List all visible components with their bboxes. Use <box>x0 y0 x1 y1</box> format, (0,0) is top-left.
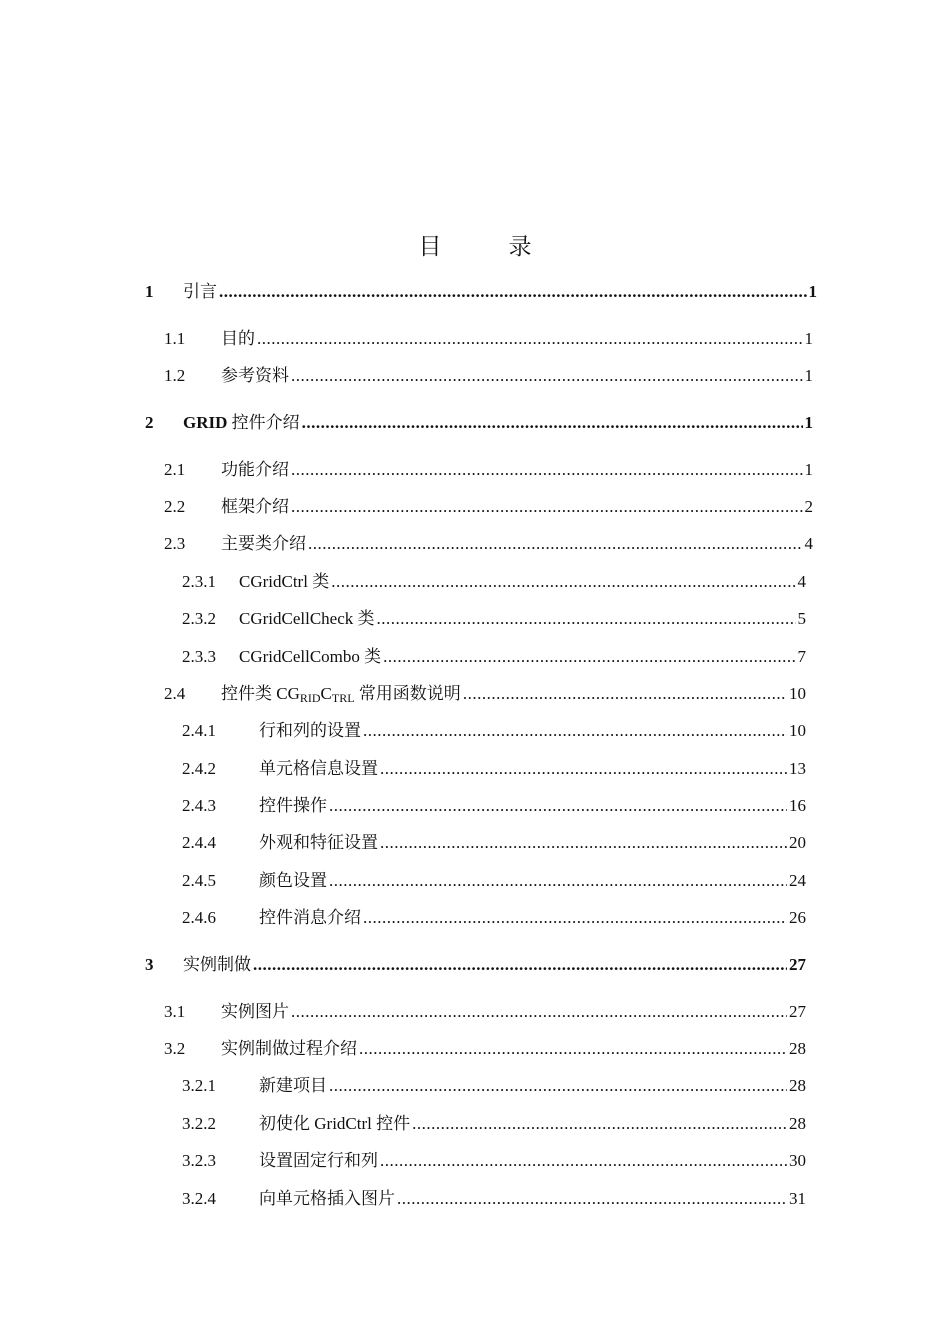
toc-entry[interactable] <box>164 1037 806 1061</box>
toc-entry-number: 1.2 <box>164 366 186 385</box>
toc-entry-page: 10 <box>789 684 806 703</box>
toc-entry-page: 13 <box>789 759 806 778</box>
toc-entry-title <box>183 411 300 435</box>
toc-entry-title: 实例图片 <box>221 1002 289 1021</box>
toc-entry-title: 引言 <box>183 282 217 301</box>
toc-entry[interactable] <box>145 411 813 435</box>
toc-entry-title: CGridCellCombo 类 <box>239 647 382 666</box>
toc-entry[interactable] <box>164 458 813 482</box>
toc-entry-title: CGridCellCheck 类 <box>239 609 375 628</box>
toc-entry-page: 16 <box>789 796 806 815</box>
toc-leader-dots <box>463 682 787 706</box>
toc-entry-page: 26 <box>789 908 806 927</box>
toc-entry-title: 颜色设置 <box>259 871 327 890</box>
toc-entry-title: 功能介绍 <box>221 460 289 479</box>
toc-leader-dots <box>380 831 787 855</box>
toc-entry-number: 2.3.2 <box>182 609 216 628</box>
toc-entry[interactable] <box>182 869 806 893</box>
toc-leader-dots <box>291 1000 787 1024</box>
toc-title-part: 常用函数说明 <box>354 684 461 703</box>
toc-entry-title: 主要类介绍 <box>221 534 306 553</box>
toc-entry-title: CGridCtrl 类 <box>239 572 330 591</box>
toc-entry-page: 28 <box>789 1039 806 1058</box>
toc-entry-number: 2.4.4 <box>182 833 216 852</box>
toc-leader-dots <box>329 869 787 893</box>
toc-leader-dots <box>363 906 787 930</box>
toc-entry-title: 参考资料 <box>221 366 289 385</box>
toc-leader-dots <box>253 953 787 977</box>
toc-leader-dots <box>219 280 807 304</box>
toc-entry-number: 2.4.2 <box>182 759 216 778</box>
toc-leader-dots <box>291 458 803 482</box>
toc-leader-dots <box>329 794 787 818</box>
toc-entry[interactable] <box>145 953 806 977</box>
toc-entry-title: 初使化 GridCtrl 控件 <box>259 1114 411 1133</box>
toc-entry-title: 实例制做过程介绍 <box>221 1039 357 1058</box>
toc-entry-number: 2.4.1 <box>182 721 216 740</box>
toc-entry-title: 单元格信息设置 <box>259 759 378 778</box>
toc-entry-title: 实例制做 <box>183 955 251 974</box>
toc-entry[interactable] <box>182 1187 806 1211</box>
toc-title: 目 录 <box>418 234 554 259</box>
toc-entry-page: 20 <box>789 833 806 852</box>
toc-entry-title: 向单元格插入图片 <box>259 1189 395 1208</box>
toc-leader-dots <box>383 645 795 669</box>
toc-entry[interactable] <box>182 757 806 781</box>
toc-leader-dots <box>302 411 803 435</box>
toc-entry-title: 目的 <box>221 329 255 348</box>
toc-leader-dots <box>359 1037 787 1061</box>
toc-entry-number: 2.3.3 <box>182 647 216 666</box>
toc-entry[interactable] <box>164 364 813 388</box>
toc-entry[interactable] <box>182 607 806 631</box>
toc-entry-number: 3 <box>145 955 154 974</box>
toc-entry-title: 控件消息介绍 <box>259 908 361 927</box>
toc-entry[interactable] <box>182 1149 806 1173</box>
toc-entry[interactable] <box>182 831 806 855</box>
toc-entry-page: 31 <box>789 1189 806 1208</box>
toc-entry-page: 1 <box>808 282 817 301</box>
toc-entry-page: 28 <box>789 1076 806 1095</box>
toc-entry-page: 1 <box>804 413 813 432</box>
toc-entry-title: 新建项目 <box>259 1076 327 1095</box>
toc-leader-dots <box>331 570 795 594</box>
toc-entry-title: 框架介绍 <box>221 497 289 516</box>
toc-leader-dots <box>308 532 803 556</box>
toc-entry-title-rest: 控件介绍 <box>231 413 300 432</box>
toc-entry[interactable] <box>164 495 813 519</box>
toc-entry-page: 27 <box>789 1002 806 1021</box>
toc-entry-number: 2.4 <box>164 684 186 703</box>
toc-entry[interactable] <box>164 532 813 556</box>
toc-entry-title: 行和列的设置 <box>259 721 361 740</box>
toc-entry-number: 1.1 <box>164 329 186 348</box>
toc-leader-dots <box>291 495 803 519</box>
toc-entry[interactable] <box>182 1074 806 1098</box>
toc-entry-number: 3.1 <box>164 1002 186 1021</box>
toc-entry-page: 1 <box>804 460 813 479</box>
toc-entry-number: 2.2 <box>164 497 186 516</box>
toc-entry-title-bold: GRID <box>183 413 228 432</box>
toc-leader-dots <box>329 1074 787 1098</box>
toc-entry[interactable] <box>164 327 813 351</box>
toc-entry-number: 2 <box>145 413 154 432</box>
toc-entry-page: 10 <box>789 721 806 740</box>
toc-entry-number: 3.2.1 <box>182 1076 216 1095</box>
toc-entry-number: 2.4.3 <box>182 796 216 815</box>
toc-entry[interactable] <box>182 645 806 669</box>
toc-leader-dots <box>412 1112 787 1136</box>
toc-title-part: 控件类 CG <box>221 684 300 703</box>
toc-leader-dots <box>380 757 787 781</box>
toc-entry-page: 30 <box>789 1151 806 1170</box>
toc-leader-dots <box>291 364 803 388</box>
toc-entry[interactable] <box>182 794 806 818</box>
toc-leader-dots <box>380 1149 787 1173</box>
toc-entry-number: 3.2 <box>164 1039 186 1058</box>
toc-entry-title: 设置固定行和列 <box>259 1151 378 1170</box>
toc-entry-number: 3.2.4 <box>182 1189 216 1208</box>
toc-entry[interactable] <box>182 719 806 743</box>
toc-entry-page: 4 <box>797 572 806 591</box>
toc-entry-number: 2.1 <box>164 460 186 479</box>
toc-entry-title <box>221 682 461 710</box>
toc-entry-number: 3.2.3 <box>182 1151 216 1170</box>
toc-entry[interactable] <box>182 570 806 594</box>
toc-entry-number: 2.4.5 <box>182 871 216 890</box>
toc-leader-dots <box>363 719 787 743</box>
toc-entry-page: 7 <box>797 647 806 666</box>
toc-entry-page: 24 <box>789 871 806 890</box>
toc-entry-page: 27 <box>789 955 806 974</box>
toc-title-smallcaps: RID <box>299 691 321 705</box>
toc-entry[interactable] <box>182 906 806 930</box>
toc-entry-page: 4 <box>804 534 813 553</box>
toc-leader-dots <box>257 327 803 351</box>
toc-leader-dots <box>377 607 796 631</box>
toc-entry-title: 外观和特征设置 <box>259 833 378 852</box>
toc-entry-number: 2.4.6 <box>182 908 216 927</box>
toc-entry-title: 控件操作 <box>259 796 327 815</box>
toc-title-smallcaps: TRL <box>331 691 355 705</box>
toc-entry-page: 1 <box>804 329 813 348</box>
toc-entry-page: 5 <box>797 609 806 628</box>
toc-entry[interactable] <box>182 1112 806 1136</box>
toc-entry-page: 1 <box>804 366 813 385</box>
toc-entry[interactable] <box>164 682 806 706</box>
toc-entry-number: 1 <box>145 282 154 301</box>
toc-leader-dots <box>397 1187 787 1211</box>
toc-title-part: C <box>320 684 332 703</box>
toc-entry[interactable] <box>145 280 817 304</box>
toc-entry-page: 2 <box>804 497 813 516</box>
toc-entry[interactable] <box>164 1000 806 1024</box>
toc-entry-number: 2.3.1 <box>182 572 216 591</box>
toc-entry-number: 2.3 <box>164 534 186 553</box>
toc-entry-page: 28 <box>789 1114 806 1133</box>
toc-entry-number: 3.2.2 <box>182 1114 216 1133</box>
